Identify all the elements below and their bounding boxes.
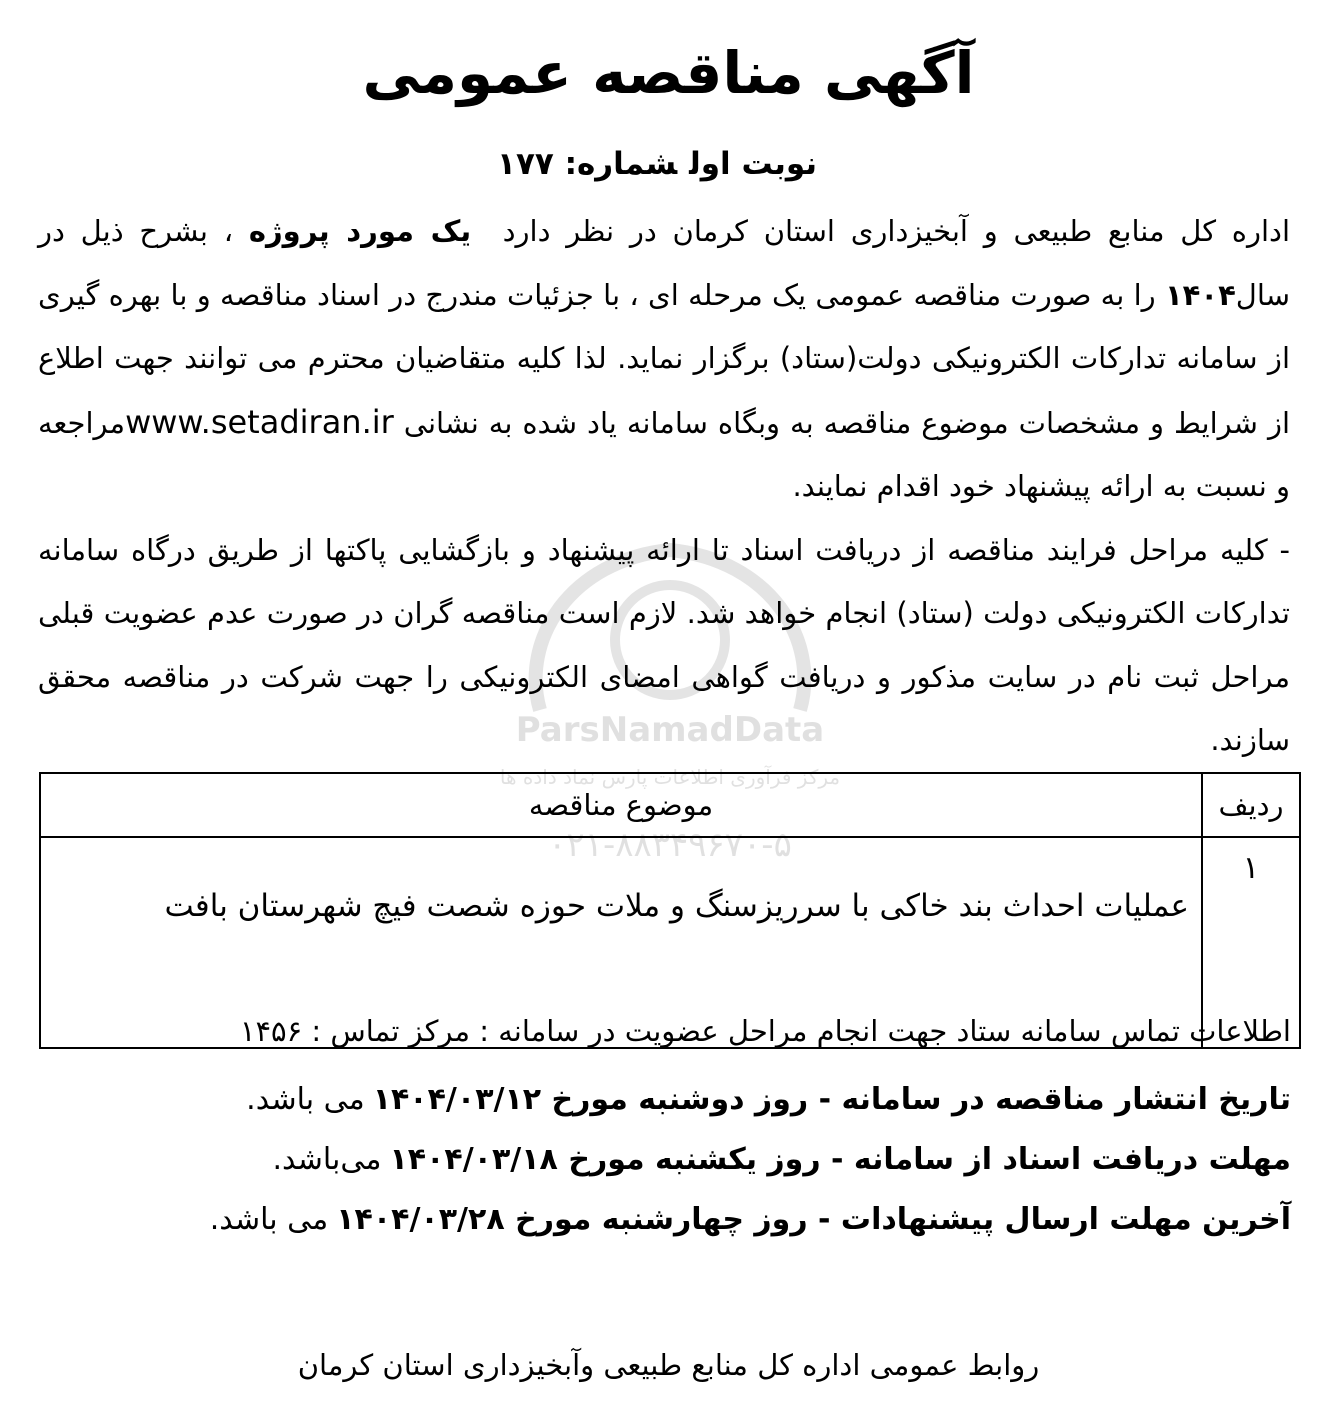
paragraph-1-part-1: اداره کل منابع طبیعی و آبخیزداری استان کرمان در نظر دارد — [502, 214, 1291, 248]
header-subject: موضوع مناقصه — [40, 773, 1202, 837]
publish-date-text: تاریخ انتشار مناقصه در سامانه - روز دوشنبه مورخ ۱۴۰۴/۰۳/۱۲ — [372, 1082, 1291, 1117]
paragraph-1-part-2: ، بشرح ذیل در سال — [38, 214, 1290, 312]
documents-deadline — [210, 1130, 1291, 1190]
row-subject: عملیات احداث بند خاکی با سرریزسنگ و ملات حوزه شصت فیچ شهرستان بافت — [40, 837, 1202, 1048]
row-index: ۱ — [1202, 837, 1300, 1048]
notice-subtitle — [485, 140, 817, 188]
notice-body — [38, 200, 1290, 773]
notice-round: نوبت اول — [689, 146, 817, 182]
header-index: ردیف — [1202, 773, 1300, 837]
documents-deadline-text: مهلت دریافت اسناد از سامانه - روز یکشنبه مورخ ۱۴۰۴/۰۳/۱۸ — [389, 1142, 1291, 1177]
documents-deadline-tail: می‌باشد. — [272, 1142, 382, 1177]
page-title: آگهی مناقصه عمومی — [362, 39, 975, 107]
watermark-phone: ۰۲۱-۸۸۳۴۹۶۷۰-۵ — [548, 825, 792, 865]
tender-year: ۱۴۰۴ — [1164, 277, 1236, 312]
contact-info: اطلاعات تماس سامانه ستاد جهت انجام مراحل عضویت در سامانه : مرکز تماس : ۱۴۵۶ — [239, 1014, 1291, 1048]
publish-date — [210, 1070, 1291, 1130]
paragraph-2: - کلیه مراحل فرایند مناقصه از دریافت اسناد تا ارائه پیشنهاد و بازگشایی پاکتها از طریق درگاه سامانه تدارکات الکترونیکی دولت (ستاد) انجام خواهد شد. لازم است مناقصه گران در صورت عدم عضویت قبلی مراحل ثبت نام در سایت مذکور و دریافت گواهی امضای الکترونیکی را جهت شرکت در مناقصه محقق سازند. — [38, 532, 1290, 757]
submission-deadline-text: آخرین مهلت ارسال پیشنهادات - روز چهارشنبه مورخ ۱۴۰۴/۰۳/۲۸ — [336, 1202, 1291, 1237]
project-count: یک مورد پروژه — [248, 214, 472, 248]
paragraph-1-part-3: را به صورت مناقصه عمومی یک مرحله ای ، با جزئیات مندرج در اسناد مناقصه و با بهره گیری از سامانه تدارکات الکترونیکی دولت(ستاد) برگزار نماید. لذا کلیه متقاضیان محترم می توانند جهت اطلاع از شرایط و مشخصات موضوع مناقصه به وبگاه سامانه یاد شده به نشانی — [38, 277, 1291, 440]
submission-deadline — [210, 1190, 1291, 1250]
setad-website-link[interactable]: www.setadiran.ir — [125, 402, 394, 441]
watermark-subtitle: مرکز فرآوری اطلاعات پارس نماد داده ها — [499, 765, 841, 789]
table-header-row — [40, 773, 1300, 837]
publish-date-tail: می باشد. — [246, 1082, 365, 1117]
paragraph-1 — [38, 200, 1290, 519]
footer-signature: روابط عمومی اداره کل منابع طبیعی وآبخیزداری استان کرمان — [297, 1348, 1040, 1382]
submission-deadline-tail: می باشد. — [209, 1202, 329, 1237]
notice-number: شماره: ۱۷۷ — [497, 146, 678, 182]
watermark-name: ParsNamadData — [515, 710, 825, 750]
dates-list — [210, 1070, 1291, 1250]
paragraph-1-part-4: مراجعه و نسبت به ارائه پیشنهاد خود اقدام نمایند. — [38, 405, 1290, 503]
